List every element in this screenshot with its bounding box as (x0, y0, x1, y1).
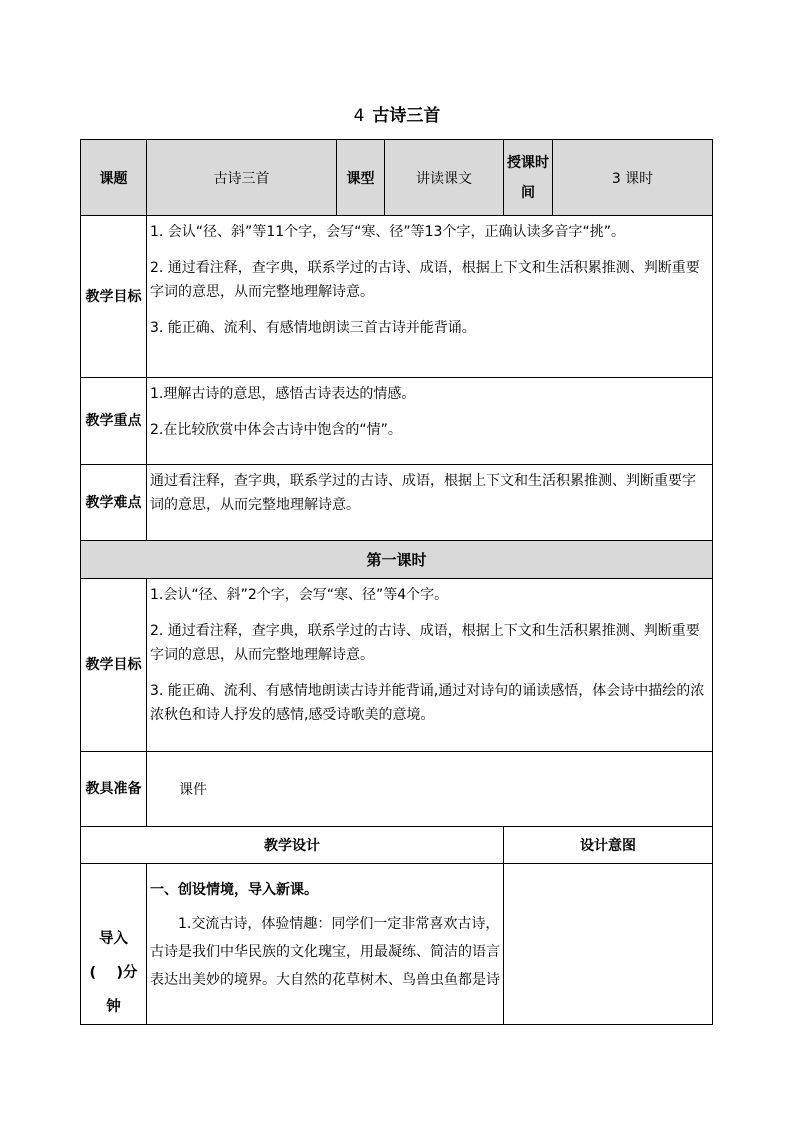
intent-column-header: 设计意图 (504, 827, 713, 864)
keypoints-label: 教学重点 (81, 378, 147, 465)
design-column-header: 教学设计 (81, 827, 504, 864)
goal-item: 3. 能正确、流利、有感情地朗读三首古诗并能背诵。 (150, 320, 476, 336)
difficulty-content: 通过看注释，查字典，联系学过的古诗、成语，根据上下文和生活积累推测、判断重要字词的意思，从而完整地理解诗意。 (147, 465, 713, 541)
lesson-heading: 第一课时 (81, 541, 713, 579)
header-row (81, 140, 713, 216)
keypoints-row (81, 378, 713, 465)
keypoints-content (147, 378, 713, 465)
label-type: 课型 (337, 140, 385, 216)
lesson-goal-item: 3. 能正确、流利、有感情地朗读古诗并能背诵,通过对诗句的诵读感悟，体会诗中描绘的浓浓秋色和诗人抒发的感情,感受诗歌美的意境。 (150, 683, 705, 723)
tools-content: 课件 (147, 752, 713, 827)
design-row (81, 864, 713, 1025)
goal-item: 1. 会认“径、斜”等11个字，会写“寒、径”等13个字，正确认读多音字“挑”。 (150, 224, 625, 240)
difficulty-label: 教学难点 (81, 465, 147, 541)
stage-label (81, 864, 147, 1025)
lesson-goals-row (81, 579, 713, 752)
tools-label: 教具准备 (81, 752, 147, 827)
keypoint-item: 1.理解古诗的意思，感悟古诗表达的情感。 (150, 386, 416, 402)
intent-content (504, 864, 713, 1025)
keypoint-item: 2.在比较欣赏中体会古诗中饱含的“情”。 (150, 422, 402, 438)
title-text: 古诗三首 (372, 106, 441, 126)
lesson-goal-item: 2. 通过看注释，查字典，联系学过的古诗、成语，根据上下文和生活积累推测、判断重要字词的意思，从而完整地理解诗意。 (150, 623, 700, 663)
difficulty-row (81, 465, 713, 541)
lesson-plan-table (80, 139, 713, 1025)
design-paragraph: 1.交流古诗，体验情趣：同学们一定非常喜欢古诗，古诗是我们中华民族的文化瑰宝，用最凝练、简洁的语言表达出美妙的境界。大自然的花草树木、鸟兽虫鱼都是诗 (150, 916, 500, 988)
lesson-heading-row (81, 541, 713, 579)
goal-item: 2. 通过看注释，查字典，联系学过的古诗、成语，根据上下文和生活积累推测、判断重要字词的意思，从而完整地理解诗意。 (150, 260, 700, 300)
tools-row (81, 752, 713, 827)
lesson-goals-content (147, 579, 713, 752)
stage-label-line: 导入 (99, 931, 128, 947)
section-title: 一、创设情境，导入新课。 (150, 882, 318, 898)
label-time: 授课时间 (504, 140, 553, 216)
title-number: 4 (353, 106, 365, 126)
topic-value: 古诗三首 (147, 140, 337, 216)
type-value: 讲读课文 (385, 140, 504, 216)
design-header-row (81, 827, 713, 864)
document-title (0, 101, 794, 126)
stage-label-line: 钟 (106, 999, 121, 1015)
goals-label: 教学目标 (81, 216, 147, 378)
lesson-goals-label: 教学目标 (81, 579, 147, 752)
stage-label-line: ( )分 (89, 965, 138, 981)
lesson-goal-item: 1.会认“径、斜”2个字，会写“寒、径”等4个字。 (150, 587, 449, 603)
lesson-plan (80, 139, 713, 1025)
goals-row (81, 216, 713, 378)
label-topic: 课题 (81, 140, 147, 216)
design-content (147, 864, 504, 1025)
goals-content (147, 216, 713, 378)
time-value: 3 课时 (553, 140, 713, 216)
